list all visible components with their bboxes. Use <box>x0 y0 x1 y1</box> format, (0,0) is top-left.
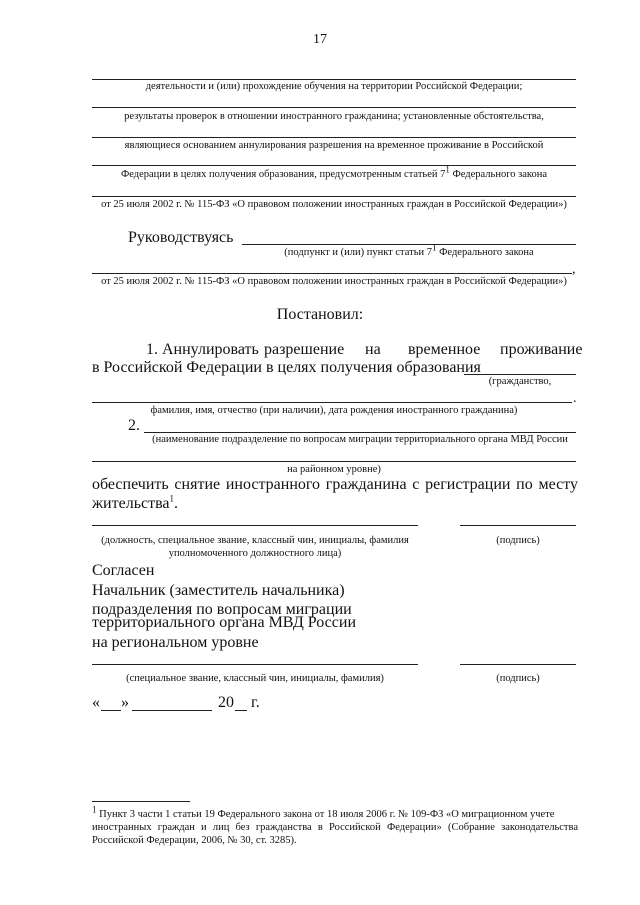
item2-text-line2 <box>92 495 178 513</box>
agreed-line: территориального органа МВД России <box>92 614 357 631</box>
caption-text: Федерального закона <box>436 247 534 258</box>
form-line[interactable] <box>92 273 572 274</box>
caption: (гражданство, <box>488 376 552 387</box>
official-line[interactable] <box>92 525 418 526</box>
footnote-line <box>92 804 578 820</box>
signature-line[interactable] <box>460 664 576 665</box>
form-line[interactable] <box>92 402 572 403</box>
footnote-mark: 1 <box>432 242 437 253</box>
date-close-quote: » <box>121 694 129 711</box>
caption: (подпись) <box>496 535 540 546</box>
item2-text: . <box>174 495 179 512</box>
date-open-quote: « <box>92 694 100 711</box>
caption: от 25 июля 2002 г. № 115-ФЗ «О правовом положении иностранных граждан в Российской Федерации») <box>101 276 567 287</box>
footnote-mark: 1 <box>445 164 450 175</box>
caption: результаты проверок в отношении иностранного гражданина; установленные обстоятельства, <box>124 111 544 122</box>
caption <box>92 164 576 180</box>
guided-line[interactable] <box>242 244 576 245</box>
form-line[interactable] <box>92 165 576 166</box>
caption: (должность, специальное звание, классный чин, инициалы, фамилия <box>101 535 409 546</box>
item1-word: проживание <box>500 341 583 358</box>
item1-word: 1. Аннулировать <box>146 341 259 358</box>
page-number: 17 <box>313 32 327 47</box>
form-line[interactable] <box>92 196 576 197</box>
footnote-text: Пункт 3 части 1 статьи 19 Федерального закона от 18 июля 2006 г. № 109-ФЗ «О миграционном учете <box>96 809 555 820</box>
footnote-line: иностранных граждан и лиц без гражданства в Российской Федерации» (Собрание законодательства <box>92 822 578 833</box>
caption-text: Федерального закона <box>449 169 548 180</box>
item2-line[interactable] <box>144 432 576 433</box>
caption: уполномоченного должностного лица) <box>168 548 342 559</box>
caption-text: Федерации в целях получения образования, предусмотренным статьей 7 <box>120 169 446 180</box>
caption: (специальное звание, классный чин, инициалы, фамилия) <box>126 673 384 684</box>
caption: фамилия, имя, отчество (при наличии), дата рождения иностранного гражданина) <box>150 405 518 416</box>
item1-line2: в Российской Федерации в целях получения образования <box>92 359 481 376</box>
month-line[interactable] <box>132 710 212 711</box>
official-line[interactable] <box>92 664 418 665</box>
caption: являющиеся основанием аннулирования разрешения на временное проживание в Российской <box>124 140 544 151</box>
period: . <box>573 391 577 406</box>
year-suffix: г. <box>251 694 260 711</box>
item2-number: 2. <box>128 417 140 434</box>
agreed-line: на региональном уровне <box>92 634 259 651</box>
caption: (наименование подразделение по вопросам миграции территориального органа МВД России <box>152 434 568 445</box>
day-line[interactable] <box>101 710 121 711</box>
caption <box>242 242 576 258</box>
footnote-mark: 1 <box>169 493 175 504</box>
form-line[interactable] <box>92 137 576 138</box>
item1-word: временное <box>408 341 481 358</box>
form-line[interactable] <box>92 461 576 462</box>
citizenship-line[interactable] <box>464 374 576 375</box>
comma: , <box>572 262 576 277</box>
decided-heading: Постановил: <box>276 306 364 323</box>
caption: деятельности и (или) прохождение обучения на территории Российской Федерации; <box>145 81 523 92</box>
footnote-mark: 1 <box>92 804 97 815</box>
item2-text-line1: обеспечить снятие иностранного гражданина с регистрации по месту <box>92 476 578 493</box>
caption: на районном уровне) <box>287 464 381 475</box>
agreed-line: подразделения по вопросам миграции <box>92 601 352 618</box>
caption: (подпись) <box>496 673 540 684</box>
item2-text: жительства <box>92 495 170 512</box>
year-line[interactable] <box>235 710 247 711</box>
footnote-separator <box>92 801 190 802</box>
item1-word: разрешение <box>264 341 345 358</box>
footnote-line: Российской Федерации, 2006, № 30, ст. 3285). <box>92 835 297 846</box>
agreed-line: Согласен <box>92 562 155 579</box>
agreed-line: Начальник (заместитель начальника) <box>92 582 345 599</box>
caption-text: (подпункт и (или) пункт статьи 7 <box>284 247 433 258</box>
form-line[interactable] <box>92 79 576 80</box>
guided-label: Руководствуясь <box>128 229 234 246</box>
form-line[interactable] <box>92 107 576 108</box>
year-prefix: 20 <box>218 694 234 711</box>
signature-line[interactable] <box>460 525 576 526</box>
item1-word: на <box>365 341 381 358</box>
caption: от 25 июля 2002 г. № 115-ФЗ «О правовом положении иностранных граждан в Российской Федерации») <box>101 199 567 210</box>
